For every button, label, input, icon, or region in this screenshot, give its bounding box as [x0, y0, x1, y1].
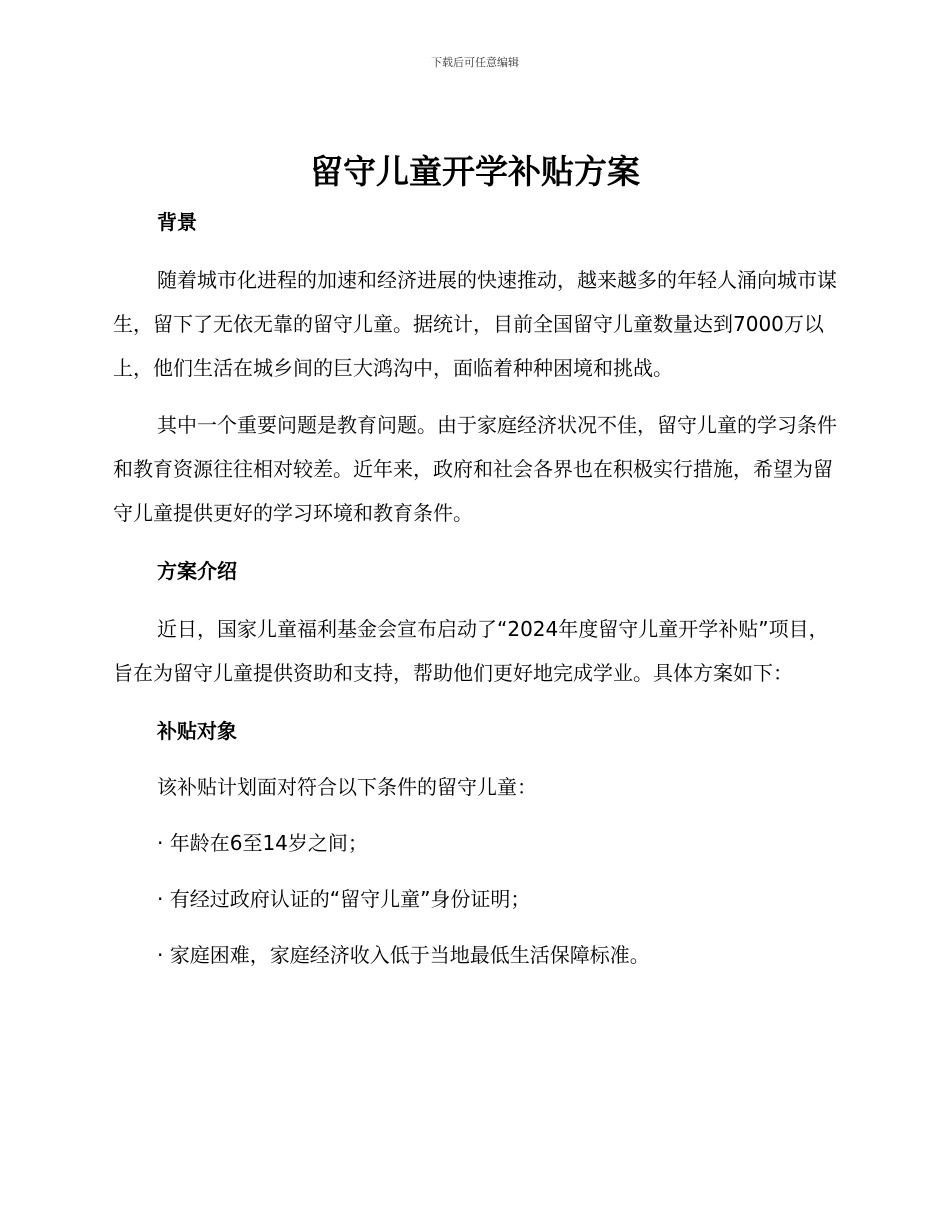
- subsidy-target-intro: 该补贴计划面对符合以下条件的留守儿童：: [157, 775, 537, 799]
- section-heading-background: 背景: [157, 210, 197, 234]
- list-item: · 有经过政府认证的“留守儿童”身份证明；: [157, 887, 531, 911]
- section-heading-subsidy-target: 补贴对象: [157, 719, 237, 743]
- paragraph: 其中一个重要问题是教育问题。由于家庭经济状况不佳，留守儿童的学习条件和教育资源往往相对较差。近年来，政府和社会各界也在积极实行措施，希望为留守儿童提供更好的学习环境和教育条件。: [113, 413, 837, 525]
- list-item: · 年龄在6至14岁之间；: [157, 831, 368, 855]
- document-body: [113, 202, 837, 975]
- paragraph: 近日，国家儿童福利基金会宣布启动了“2024年度留守儿童开学补贴”项目，旨在为留守儿童提供资助和支持，帮助他们更好地完成学业。具体方案如下：: [113, 617, 829, 685]
- document-title: 留守儿童开学补贴方案: [310, 152, 640, 191]
- header-note: 下载后可任意编辑: [431, 56, 519, 69]
- list-item: · 家庭困难，家庭经济收入低于当地最低生活保障标准。: [157, 943, 650, 967]
- paragraph: 随着城市化进程的加速和经济进展的快速推动，越来越多的年轻人涌向城市谋生，留下了无依无靠的留守儿童。据统计，目前全国留守儿童数量达到7000万以上，他们生活在城乡间的巨大鸿沟中，面临着种种困境和挑战。: [113, 268, 837, 380]
- section-heading-plan-intro: 方案介绍: [157, 559, 237, 583]
